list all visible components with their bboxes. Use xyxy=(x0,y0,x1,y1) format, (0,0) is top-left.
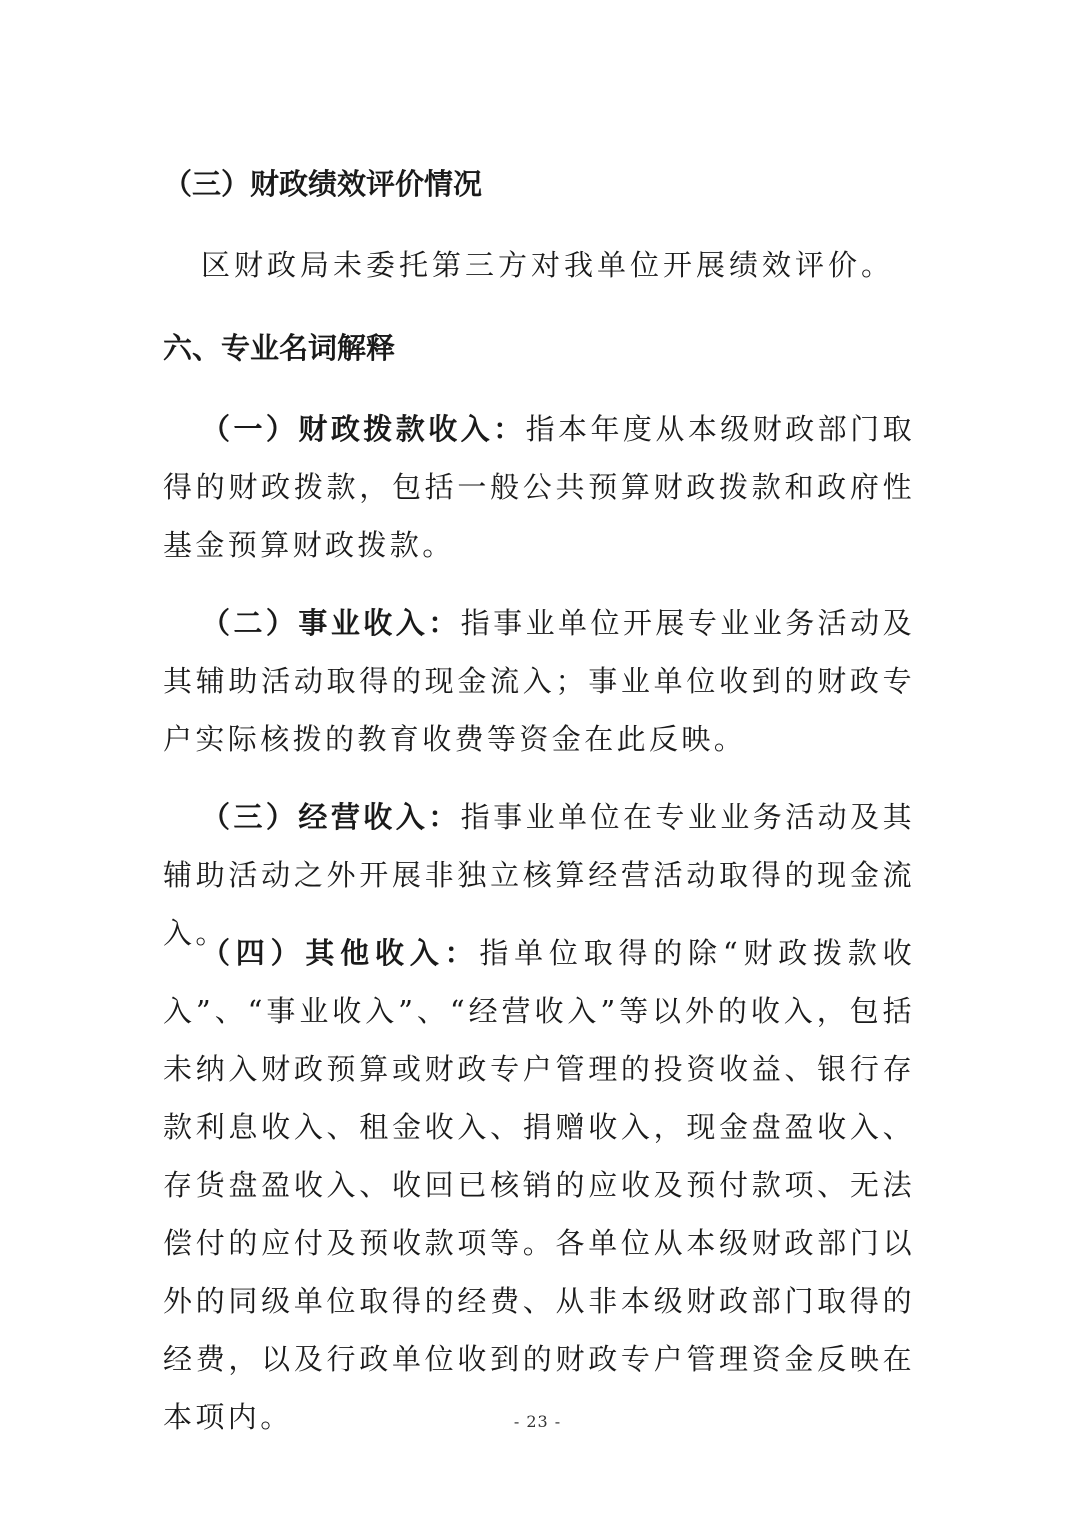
glossary-definition: 指事业单位在专业业务活动及其辅助活动之外开展非独立核算经营活动取得的现金流入。 xyxy=(163,800,915,950)
glossary-definition: 指单位取得的除“财政拨款收入”、“事业收入”、“经营收入”等以外的收入，包括未纳入财政预算或财政专户管理的投资收益、银行存款利息收入、租金收入、捐赠收入，现金盘盈收入、存货盘盈收入、收回已核销的应收及预付款项、无法偿付的应付及预收款项等。各单位从本级财政部门以外的同级单位取得的经费、从非本级财政部门取得的经费，以及行政单位收到的财政专户管理资金反映在本项内。 xyxy=(163,936,915,1434)
glossary-section-heading: 六、专业名词解释 xyxy=(163,331,396,365)
glossary-item-other-income xyxy=(163,924,915,1446)
glossary-term: （三）经营收入： xyxy=(201,800,461,834)
performance-evaluation-heading: （三）财政绩效评价情况 xyxy=(163,167,483,201)
glossary-term: （四）其他收入： xyxy=(201,936,480,970)
glossary-definition: 指事业单位开展专业业务活动及其辅助活动取得的现金流入；事业单位收到的财政专户实际核拨的教育收费等资金在此反映。 xyxy=(163,606,915,756)
glossary-item-business-income xyxy=(163,594,915,768)
glossary-term: （一）财政拨款收入： xyxy=(201,412,526,446)
glossary-term: （二）事业收入： xyxy=(201,606,461,640)
glossary-definition: 指本年度从本级财政部门取得的财政拨款，包括一般公共预算财政拨款和政府性基金预算财政拨款。 xyxy=(163,412,915,562)
glossary-item-fiscal-appropriation xyxy=(163,400,915,574)
page-number: - 23 - xyxy=(513,1412,562,1431)
performance-evaluation-paragraph: 区财政局未委托第三方对我单位开展绩效评价。 xyxy=(201,248,895,282)
